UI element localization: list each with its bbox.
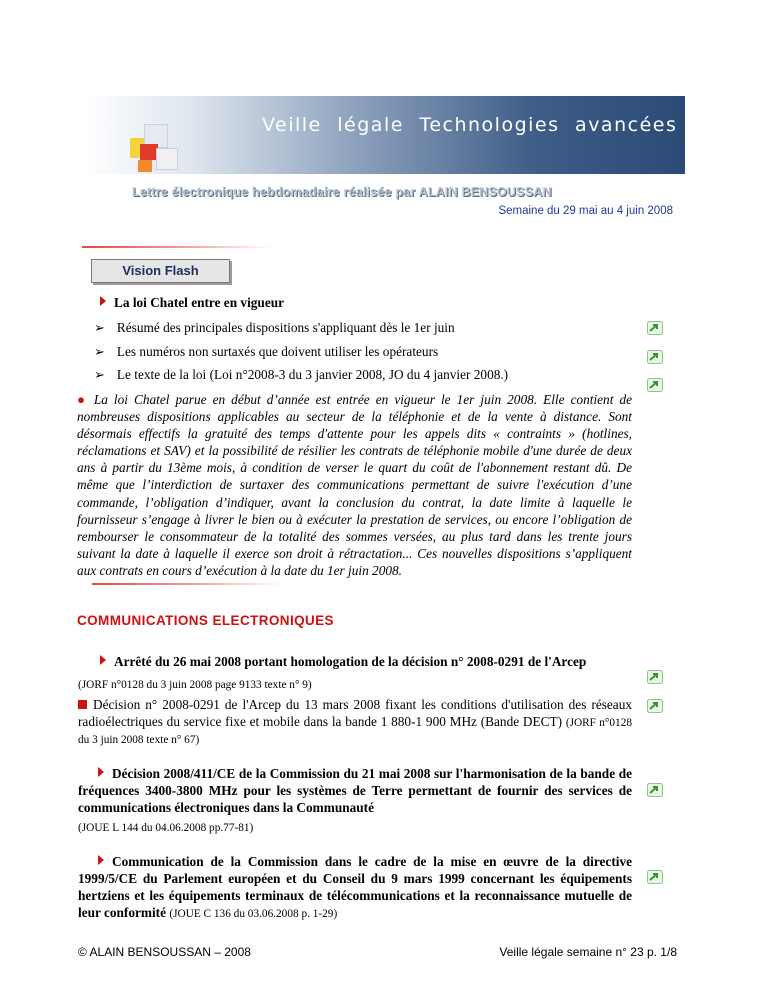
bullet-item[interactable]: ➢ Le texte de la loi (Loi n°2008-3 du 3 janvier 2008, JO du 4 janvier 2008.) (94, 367, 509, 383)
red-triangle-icon (98, 855, 104, 865)
link-arrow-icon[interactable] (647, 350, 663, 364)
news-item-headline[interactable]: Décision 2008/411/CE de la Commission du 21 mai 2008 sur l'harmonisation de la bande de fréquences 3400-3800 MHz pour les systèmes de Terre permettant de fournir des services de communications électroniques dans la Communauté (78, 766, 632, 816)
news-item-reference: (JORF n°0128 du 3 juin 2008 page 9133 texte n° 9) (78, 679, 312, 691)
vision-flash-paragraph: ● La loi Chatel parue en début d’année est entrée en vigueur le 1er juin 2008. Elle contient de nombreuses dispositions applicables au secteur de la téléphonie et de la vente à distance. Sont désormais effectifs la gratuité des temps d'attente pour les appels dits « contraints » (hotlines, réclamations et SAV) et la possibilité de résilier les contrats de téléphonie mobile d'une durée de deux ans à partir du 13ème mois, à condition de verser le quart du coût de l'abonnement restant dû. De même que l’interdiction de surtaxer des communications permettant de suivre l'exécution d’une commande, l’obligation d’indiquer, avant la conclusion du contrat, la date limite à laquelle le fournisseur s’engage à livrer le bien ou à exécuter la prestation de services, ou encore l’obligation de rembourser le consommateur de la totalité des sommes versées, au plus tard dans les trente jours suivant la date à laquelle il exerce son droit à rétractation... Ces nouvelles dispositions s’appliquent aux contrats en cours d’exécution à la date du 1er juin 2008. (77, 392, 632, 578)
arrow-bullet-icon: ➢ (94, 345, 105, 360)
news-item-text[interactable]: Décision n° 2008-0291 de l'Arcep du 13 mars 2008 fixant les conditions d'utilisation des réseaux radioélectriques du service fixe et mobile dans la bande 1 880-1 900 MHz (Bande DECT) (JORF n°0128 du 3 juin 2008 texte n° 67) (78, 697, 632, 746)
news-item-reference: (JOUE L 144 du 04.06.2008 pp.77-81) (78, 822, 254, 834)
red-triangle-icon (100, 296, 106, 306)
red-triangle-icon (98, 767, 104, 777)
section-title: COMMUNICATIONS ELECTRONIQUES (77, 613, 334, 628)
news-item-headline[interactable]: Communication de la Commission dans le cadre de la mise en œuvre de la directive 1999/5/CE du Parlement européen et du Conseil du 9 mars 1999 concernant les équipements hertziens et les équipements terminaux de télécommunications et la reconnaissance mutuelle de leur conformité (JOUE C 136 du 03.06.2008 p. 1-29) (78, 854, 632, 921)
link-arrow-icon[interactable] (647, 378, 663, 392)
bullet-item[interactable]: ➢ Les numéros non surtaxés que doivent utiliser les opérateurs (94, 344, 439, 360)
divider (82, 246, 272, 248)
red-triangle-icon (100, 655, 106, 665)
bullet-item[interactable]: ➢ Résumé des principales dispositions s'appliquant dès le 1er juin (94, 320, 455, 336)
news-item-headline[interactable]: Arrêté du 26 mai 2008 portant homologation de la décision n° 2008-0291 de l'Arcep (100, 654, 586, 670)
link-arrow-icon[interactable] (647, 321, 663, 335)
arrow-bullet-icon: ➢ (94, 321, 105, 336)
vision-flash-label: Vision Flash (91, 259, 230, 283)
red-square-icon (78, 700, 87, 709)
footer-page-info: Veille légale semaine n° 23 p. 1/8 (499, 945, 677, 959)
footer-copyright: © ALAIN BENSOUSSAN – 2008 (78, 945, 251, 959)
banner-logo (130, 124, 190, 174)
link-arrow-icon[interactable] (647, 699, 663, 713)
week-range: Semaine du 29 mai au 4 juin 2008 (498, 205, 673, 217)
link-arrow-icon[interactable] (647, 870, 663, 884)
newsletter-subtitle: Lettre électronique hebdomadaire réalisée par ALAIN BENSOUSSAN (132, 185, 552, 199)
banner-title: Veille légale Technologies avancées (262, 114, 678, 136)
arrow-bullet-icon: ➢ (94, 368, 105, 383)
link-arrow-icon[interactable] (647, 670, 663, 684)
vision-flash-headline[interactable]: La loi Chatel entre en vigueur (100, 295, 284, 311)
divider (92, 583, 282, 585)
link-arrow-icon[interactable] (647, 783, 663, 797)
